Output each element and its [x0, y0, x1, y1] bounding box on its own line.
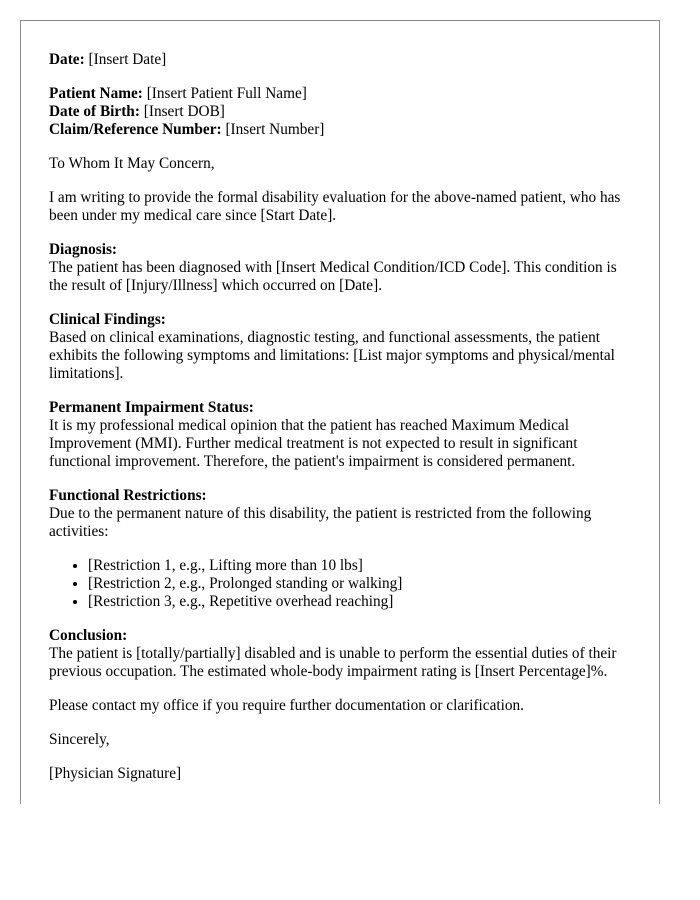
date-label: Date:: [49, 51, 85, 68]
signature-line: [Physician Signature]: [49, 765, 182, 782]
dob-value: [Insert DOB]: [143, 103, 225, 120]
patient-info-block: [49, 85, 631, 139]
closing-line: Sincerely,: [49, 731, 110, 748]
dob-label: Date of Birth:: [49, 103, 140, 120]
list-item: • [Restriction 2, e.g., Prolonged standing or walking]: [88, 575, 631, 593]
patient-name-line: [49, 85, 631, 103]
claim-value: [Insert Number]: [225, 121, 325, 138]
clinical-findings-text: Based on clinical examinations, diagnostic testing, and functional assessments, the patient exhibits the following symptoms and limitations: [List major symptoms and physical/mental limitations].: [49, 329, 615, 382]
restrictions-list: [49, 557, 631, 611]
functional-restrictions-heading: Functional Restrictions:: [49, 487, 207, 504]
date-value: [Insert Date]: [88, 51, 167, 68]
impairment-status-heading: Permanent Impairment Status:: [49, 399, 254, 416]
patient-name-label: Patient Name:: [49, 85, 143, 102]
list-item: • [Restriction 1, e.g., Lifting more than 10 lbs]: [88, 557, 631, 575]
date-line: [49, 51, 631, 69]
impairment-status-text: It is my professional medical opinion that the patient has reached Maximum Medical Improvement (MMI). Further medical treatment is not expected to result in significant functional improvement. Therefore, the patient's impairment is considered permanent.: [49, 417, 578, 470]
patient-name-value: [Insert Patient Full Name]: [146, 85, 307, 102]
diagnosis-heading: Diagnosis:: [49, 241, 117, 258]
conclusion-text: The patient is [totally/partially] disabled and is unable to perform the essential duties of their previous occupation. The estimated whole-body impairment rating is [Insert Percentage]%.: [49, 645, 617, 680]
conclusion-heading: Conclusion:: [49, 627, 128, 644]
claim-line: [49, 121, 631, 139]
claim-label: Claim/Reference Number:: [49, 121, 222, 138]
clinical-findings-heading: Clinical Findings:: [49, 311, 166, 328]
letter-page: [20, 20, 660, 804]
clinical-findings-section: [49, 311, 631, 383]
intro-paragraph: I am writing to provide the formal disability evaluation for the above-named patient, who has been under my medical care since [Start Date].: [49, 189, 621, 224]
diagnosis-text: The patient has been diagnosed with [Insert Medical Condition/ICD Code]. This condition is the result of [Injury/Illness] which occurred on [Date].: [49, 259, 617, 294]
salutation: To Whom It May Concern,: [49, 155, 215, 172]
diagnosis-section: [49, 241, 631, 295]
list-item: • [Restriction 3, e.g., Repetitive overhead reaching]: [88, 593, 631, 611]
dob-line: [49, 103, 631, 121]
conclusion-section: [49, 627, 631, 681]
functional-restrictions-section: [49, 487, 631, 541]
impairment-status-section: [49, 399, 631, 471]
functional-restrictions-text: Due to the permanent nature of this disability, the patient is restricted from the following activities:: [49, 505, 592, 540]
contact-paragraph: Please contact my office if you require further documentation or clarification.: [49, 697, 525, 714]
